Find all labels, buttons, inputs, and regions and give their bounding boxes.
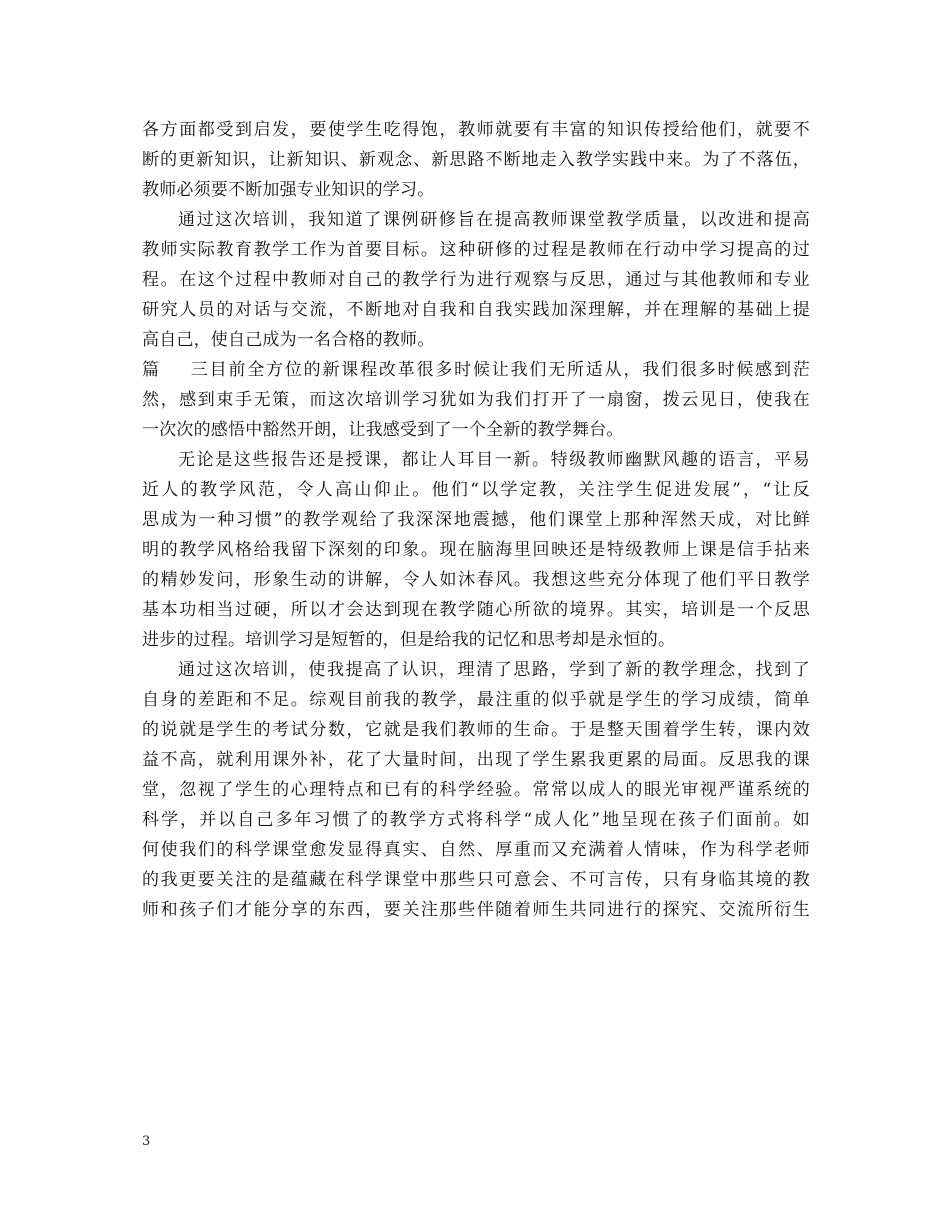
line-text: 教师必须要不断加强专业知识的学习。 [142,180,435,200]
line-text: 无论是这些报告还是授课，都让人耳目一新。特级教师幽默风趣的语言，平易 [178,450,810,470]
text-line [142,655,810,685]
line-text: 然，感到束手无策，而这次培训学习犹如为我们打开了一扇窗，拨云见日，使我在 [142,390,810,410]
text-line [142,745,810,775]
line-text: 断的更新知识，让新知识、新观念、新思路不断地走入教学实践中来。为了不落伍， [142,150,810,170]
line-text: 通过这次培训，使我提高了认识，理清了思路，学到了新的教学理念，找到了 [178,660,810,680]
page-number: 3 [142,1134,151,1149]
line-text: 的精妙发问，形象生动的讲解，令人如沐春风。我想这些充分体现了他们平日教学 [142,570,810,590]
text-line [142,445,810,475]
line-text: 科学，并以自己多年习惯了的教学方式将科学“成人化”地呈现在孩子们面前。如 [142,810,810,830]
text-line [142,625,810,655]
text-line [142,295,810,325]
line-text: 程。在这个过程中教师对自己的教学行为进行观察与反思，通过与其他教师和专业 [142,270,810,290]
line-text: 教师实际教育教学工作为首要目标。这种研修的过程是教师在行动中学习提高的过 [142,240,810,260]
text-line [142,865,810,895]
text-line [142,355,810,385]
line-text: 研究人员的对话与交流，不断地对自我和自我实践加深理解，并在理解的基础上提 [142,300,810,320]
line-text: 近人的教学风范，令人高山仰止。他们“以学定教，关注学生促进发展”，“让反 [142,480,810,500]
text-line [142,505,810,535]
text-line [142,415,810,445]
text-line [142,805,810,835]
text-line [142,205,810,235]
line-text: 思成为一种习惯”的教学观给了我深深地震撼，他们课堂上那种浑然天成，对比鲜 [142,510,810,530]
line-text: 高自己，使自己成为一名合格的教师。 [142,330,435,350]
text-line [142,115,810,145]
body-text [142,115,810,925]
line-text: 进步的过程。培训学习是短暂的，但是给我的记忆和思考却是永恒的。 [142,630,676,650]
section-label: 篇三 [142,360,208,380]
line-text: 何使我们的科学课堂愈发显得真实、自然、厚重而又充满着人情味，作为科学老师 [142,840,810,860]
text-line [142,565,810,595]
text-line [142,535,810,565]
line-text: 的我更要关注的是蕴藏在科学课堂中那些只可意会、不可言传，只有身临其境的教 [142,870,810,890]
text-line [142,715,810,745]
text-line [142,595,810,625]
line-text: 一次次的感悟中豁然开朗，让我感受到了一个全新的教学舞台。 [142,420,624,440]
line-text: 自身的差距和不足。综观目前我的教学，最注重的似乎就是学生的学习成绩，简单 [142,690,810,710]
line-text: 的说就是学生的考试分数，它就是我们教师的生命。于是整天围着学生转，课内效 [142,720,810,740]
text-line [142,775,810,805]
line-text: 师和孩子们才能分享的东西，要关注那些伴随着师生共同进行的探究、交流所衍生 [142,900,810,920]
line-text: 明的教学风格给我留下深刻的印象。现在脑海里回映还是特级教师上课是信手拈来 [142,540,810,560]
text-line [142,325,810,355]
line-text: 目前全方位的新课程改革很多时候让我们无所适从，我们很多时候感到茫 [208,360,810,380]
line-text: 通过这次培训，我知道了课例研修旨在提高教师课堂教学质量，以改进和提高 [178,210,810,230]
text-line [142,145,810,175]
text-line [142,175,810,205]
text-line [142,385,810,415]
line-text: 各方面都受到启发，要使学生吃得饱，教师就要有丰富的知识传授给他们，就要不 [142,120,810,140]
text-line [142,235,810,265]
text-line [142,835,810,865]
line-text: 基本功相当过硬，所以才会达到现在教学随心所欲的境界。其实，培训是一个反思 [142,600,810,620]
text-line [142,685,810,715]
text-line [142,265,810,295]
text-line [142,895,810,925]
text-line [142,475,810,505]
line-text: 堂，忽视了学生的心理特点和已有的科学经验。常常以成人的眼光审视严谨系统的 [142,780,810,800]
line-text: 益不高，就利用课外补，花了大量时间，出现了学生累我更累的局面。反思我的课 [142,750,810,770]
